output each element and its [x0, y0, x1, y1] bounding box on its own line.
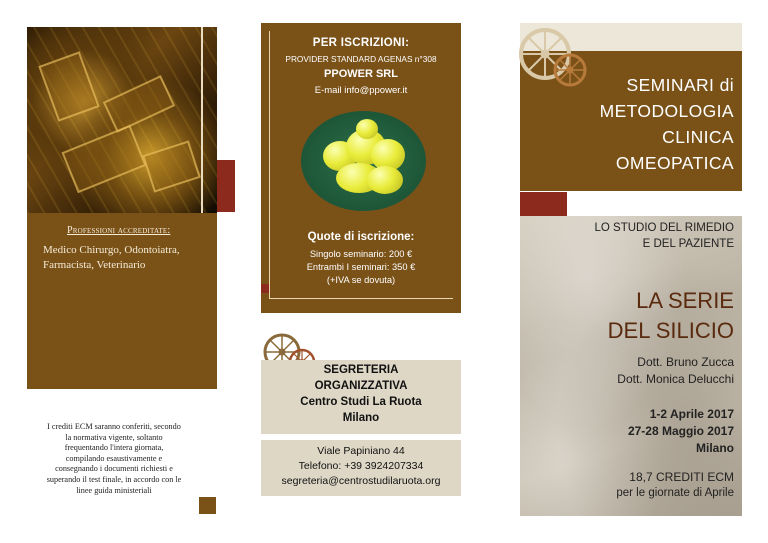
series-title-line: LA SERIE: [636, 288, 734, 313]
registration-title: PER ISCRIZIONI:: [312, 37, 410, 49]
cover-title-line: SEMINARI di: [626, 75, 734, 95]
fee-vat: (+IVA se dovuta): [326, 275, 396, 285]
speaker-name: Dott. Monica Delucchi: [617, 372, 734, 386]
fee-both: Entrambi I seminari: 350 €: [306, 262, 416, 272]
red-accent-block: [520, 192, 567, 216]
cover-title-line: CLINICA: [662, 127, 734, 147]
subtitle-line: E DEL PAZIENTE: [642, 238, 734, 250]
secretariat-line: Milano: [342, 412, 380, 424]
professions-title: Professioni accreditate:: [67, 225, 171, 236]
speaker-name: Dott. Bruno Zucca: [637, 355, 734, 369]
address-box: [261, 440, 461, 496]
date-line: Milano: [696, 441, 734, 455]
professions-list: Medico Chirurgo, Odontoiatra, Farmacista, Veterinario: [43, 244, 180, 271]
red-accent-block: [217, 160, 235, 212]
series-title-line: DEL SILICIO: [607, 318, 734, 343]
wagon-wheel-logo: [518, 24, 590, 88]
ecm-note-line: I crediti ECM saranno conferiti, secondo: [47, 422, 181, 431]
decorative-square: [261, 284, 269, 293]
sulfur-crystal-image: [301, 111, 426, 211]
cover-title-line: OMEOPATICA: [615, 153, 734, 173]
provider-text: PROVIDER STANDARD AGENAS n°308: [285, 54, 437, 64]
fees-title: Quote di iscrizione:: [307, 231, 415, 243]
date-line: 27-28 Maggio 2017: [627, 424, 734, 438]
phone[interactable]: Telefono: +39 3924207334: [298, 460, 424, 472]
secretariat-line: ORGANIZZATIVA: [314, 380, 408, 392]
ecm-note: [30, 422, 198, 496]
cover-sand-area: [520, 216, 742, 516]
ecm-note-line: compilando esaustivamente e: [65, 453, 163, 463]
circuit-board-photo: [27, 27, 217, 213]
date-line: 1-2 Aprile 2017: [649, 407, 734, 421]
fee-single: Singolo seminario: 200 €: [309, 249, 413, 259]
registration-email[interactable]: E-mail info@ppower.it: [314, 85, 408, 96]
registration-box: [261, 23, 461, 313]
company-name: PPOWER SRL: [324, 68, 398, 80]
professions-box: [27, 213, 217, 389]
credits-line: per le giornate di Aprile: [616, 487, 734, 499]
credits-line: 18,7 CREDITI ECM: [629, 470, 734, 484]
cover-title-box: [565, 51, 742, 191]
ecm-note-line: superando il test finale, in accordo con le: [46, 474, 182, 484]
address: Viale Papiniano 44: [317, 445, 405, 457]
ecm-note-line: la normativa vigente, soltanto: [65, 432, 163, 442]
secretariat-box: [261, 360, 461, 434]
subtitle-line: LO STUDIO DEL RIMEDIO: [594, 222, 734, 234]
cover-title-line: METODOLOGIA: [599, 101, 734, 121]
ecm-note-line: frequentando l'intera giornata,: [64, 443, 164, 453]
secretariat-line: Centro Studi La Ruota: [300, 396, 422, 408]
ecm-note-line: consegnando i documenti richiesti e: [55, 464, 173, 474]
secretariat-line: SEGRETERIA: [323, 364, 399, 376]
decorative-square: [199, 497, 216, 514]
ecm-note-line: linee guida ministeriali: [76, 485, 152, 495]
secretariat-email[interactable]: segreteria@centrostudilaruota.org: [281, 475, 441, 487]
